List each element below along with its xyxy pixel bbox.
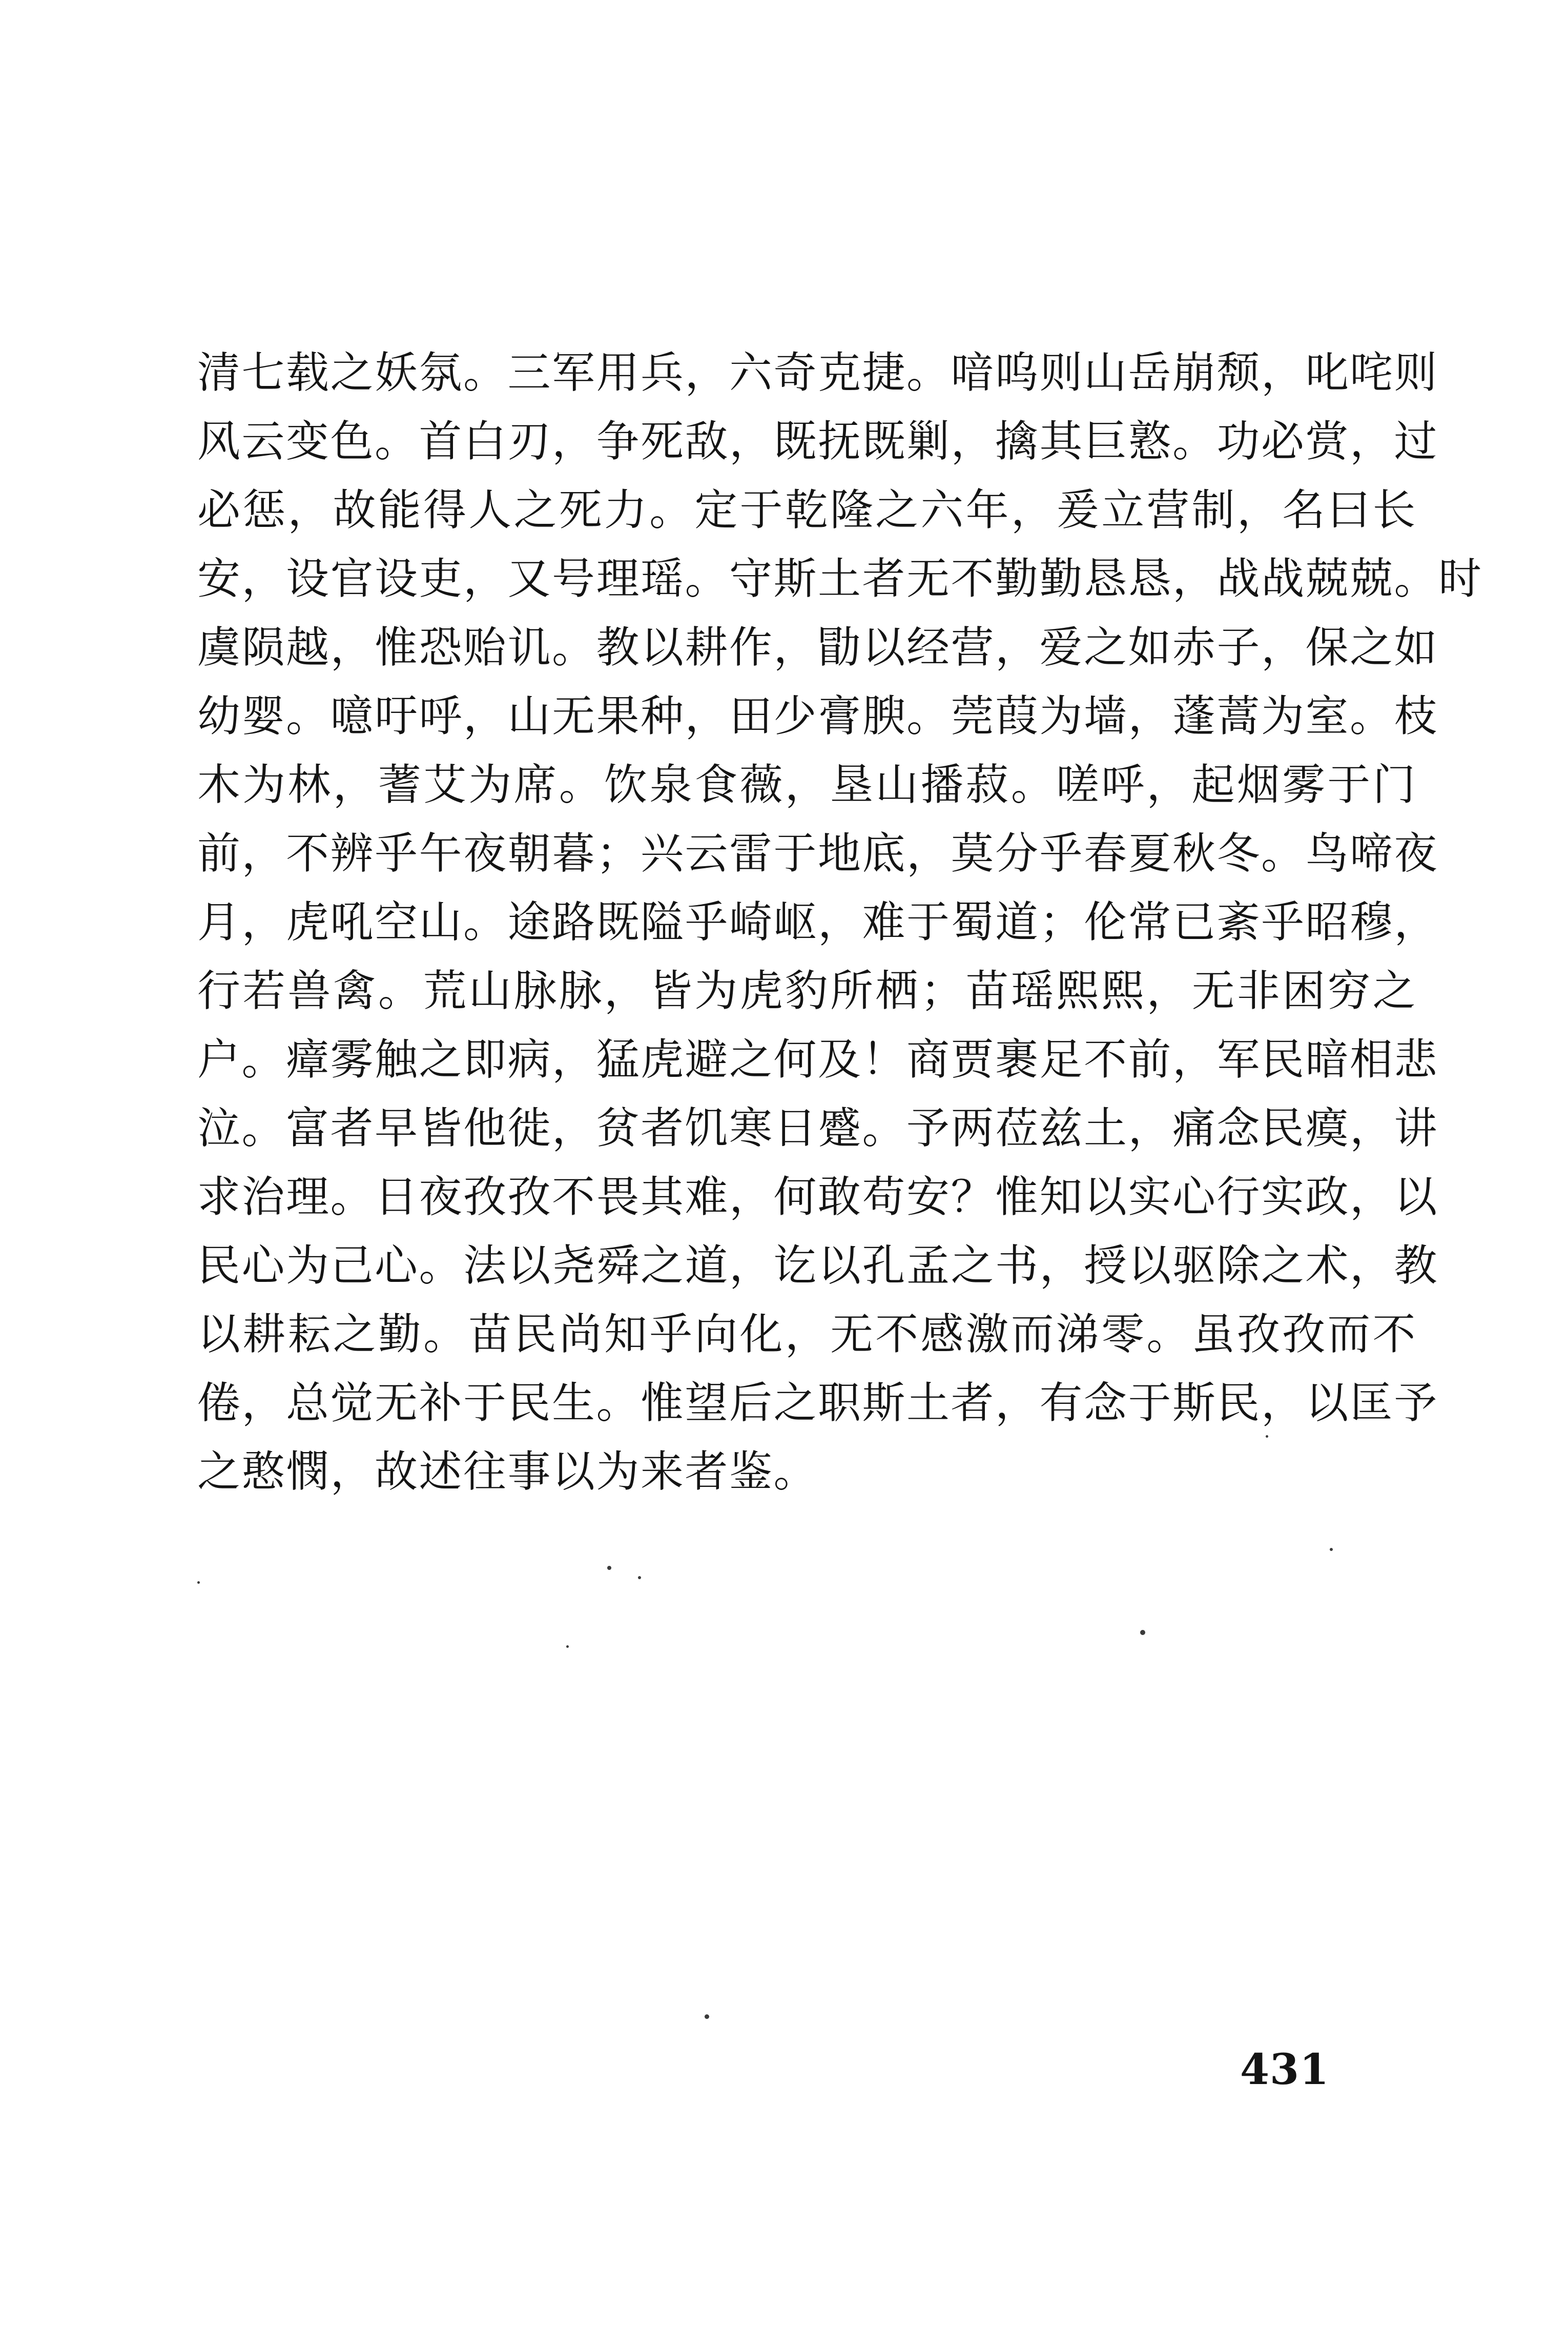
text-line: 泣。富者早皆他徙，贫者饥寒日蹙。予两莅兹土，痛念民瘼，讲 <box>197 1103 1439 1153</box>
text-line: 民心为己心。法以尧舜之道，讫以孔孟之书，授以驱除之术，教 <box>197 1240 1439 1291</box>
scan-speck <box>1330 1548 1333 1551</box>
text-line: 月，虎吼空山。途路既隘乎崎岖，难于蜀道；伦常已紊乎昭穆， <box>197 897 1439 947</box>
text-line: 行若兽禽。荒山脉脉，皆为虎豹所栖；苗瑶熙熙，无非困穷之 <box>197 966 1417 1016</box>
text-line: 安，设官设吏，又号理瑶。守斯土者无不勤勤恳恳，战战兢兢。时 <box>197 554 1483 604</box>
text-line: 户。瘴雾触之即病，猛虎避之何及！商贾裹足不前，军民暗相悲 <box>197 1034 1439 1085</box>
text-line: 前，不辨乎午夜朝暮；兴云雷于地底，莫分乎春夏秋冬。鸟啼夜 <box>197 828 1439 879</box>
body-text <box>197 338 1483 1506</box>
text-line: 必惩，故能得人之死力。定于乾隆之六年，爰立营制，名曰长 <box>197 485 1417 535</box>
text-line: 清七载之妖氛。三军用兵，六奇克捷。喑呜则山岳崩颓，叱咤则 <box>197 348 1439 398</box>
scan-speck <box>705 2014 709 2019</box>
text-line: 之憨憫，故述往事以为来者鉴。 <box>197 1446 818 1497</box>
scan-speck <box>607 1566 611 1570</box>
text-line: 幼婴。噫吁呼，山无果种，田少膏腴。莞葭为墙，蓬蒿为室。枝 <box>197 691 1439 741</box>
scan-speck <box>1266 1435 1268 1438</box>
text-line: 倦，总觉无补于民生。惟望后之职斯土者，有念于斯民，以匡予 <box>197 1378 1439 1428</box>
scan-speck <box>197 1581 200 1584</box>
text-line: 虞陨越，惟恐贻讥。教以耕作，勖以经营，爱之如赤子，保之如 <box>197 622 1439 672</box>
scan-speck <box>566 1645 569 1648</box>
text-line: 木为林，蓍艾为席。饮泉食薇，垦山播菽。嗟呼，起烟雾于门 <box>197 760 1417 810</box>
text-line: 以耕耘之勤。苗民尚知乎向化，无不感激而涕零。虽孜孜而不 <box>197 1309 1417 1359</box>
text-line: 风云变色。首白刃，争死敌，既抚既剿，擒其巨憝。功必赏，过 <box>197 416 1439 466</box>
scan-speck <box>638 1576 641 1579</box>
page-number: 431 <box>1240 2045 1330 2094</box>
scan-speck <box>1140 1630 1145 1635</box>
text-line: 求治理。日夜孜孜不畏其难，何敢苟安？惟知以实心行实政，以 <box>197 1172 1439 1222</box>
